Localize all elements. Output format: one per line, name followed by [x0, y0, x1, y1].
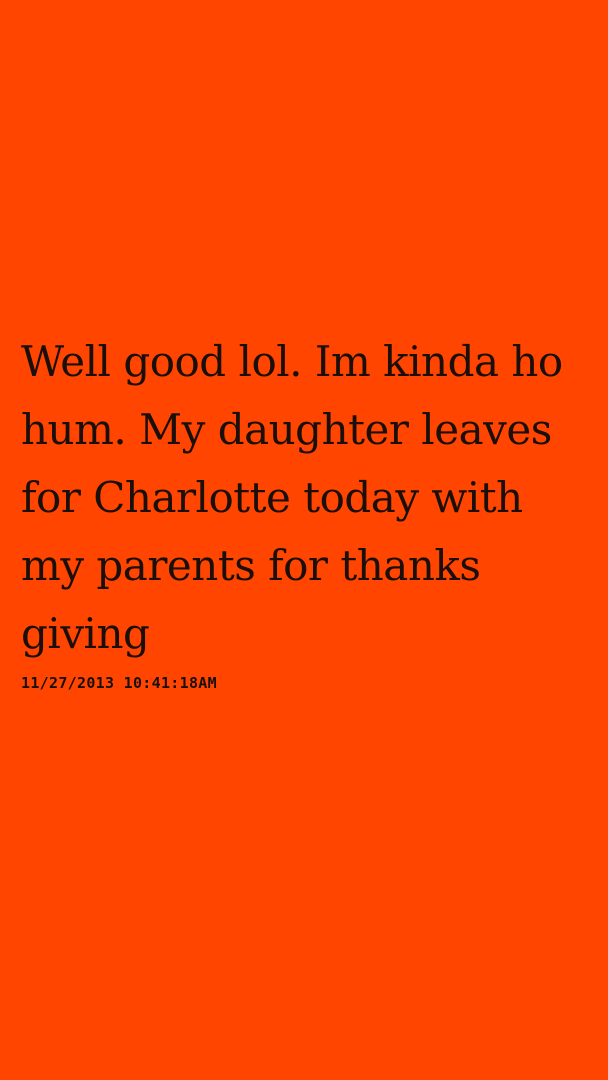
message-timestamp: 11/27/2013 10:41:18AM: [21, 674, 217, 692]
message-card: [21, 328, 591, 692]
message-text: Well good lol. Im kinda ho hum. My daughter leaves for Charlotte today with my parents for thanks giving: [21, 337, 563, 658]
